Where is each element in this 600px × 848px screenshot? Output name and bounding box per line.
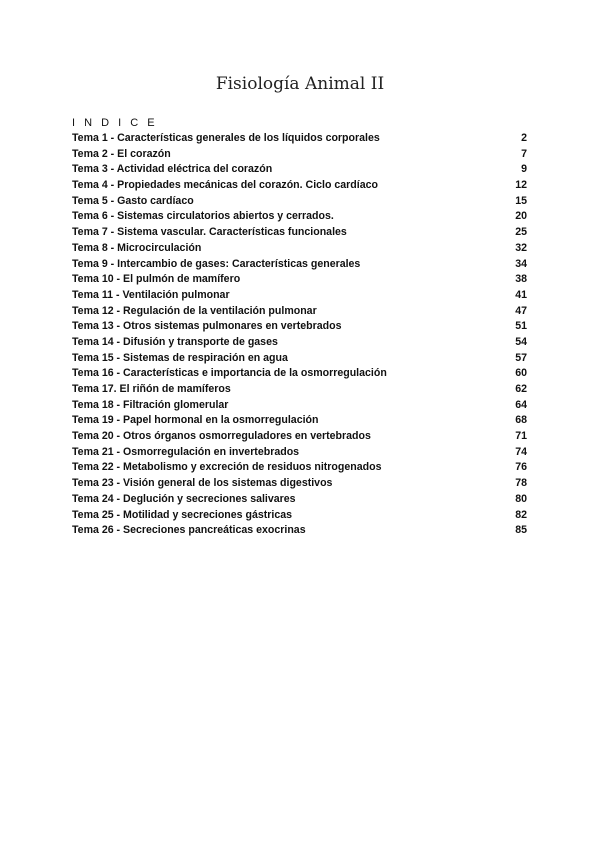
toc-entry-label: Tema 1 - Características generales de los líquidos corporales	[72, 132, 380, 144]
toc-entry	[72, 509, 527, 525]
toc-entry-page-number: 25	[515, 226, 527, 239]
toc-entry-page-number: 12	[515, 179, 527, 192]
toc-entry-label: Tema 12 - Regulación de la ventilación pulmonar	[72, 304, 317, 317]
toc-entry-label: Tema 9 - Intercambio de gases: Características generales	[72, 257, 361, 270]
toc-entry-label: Tema 23 - Visión general de los sistemas digestivos	[72, 477, 333, 490]
toc-entry-label: Tema 17. El riñón de mamíferos	[72, 383, 231, 395]
toc-entry-label: Tema 11 - Ventilación pulmonar	[72, 288, 230, 301]
toc-entry-page-number: 80	[515, 492, 527, 505]
toc-entry	[72, 242, 527, 258]
toc-entry-label: Tema 6 - Sistemas circulatorios abiertos y cerrados.	[72, 210, 334, 223]
toc-entry	[72, 477, 527, 493]
toc-entry	[72, 336, 527, 352]
toc-entry-label: Tema 8 - Microcirculación	[72, 241, 202, 254]
toc-entry-page-number: 64	[515, 398, 527, 411]
toc-entry-page-number: 62	[515, 383, 527, 395]
toc-entry	[72, 226, 527, 242]
toc-entry	[72, 414, 527, 430]
toc-entry	[72, 352, 527, 368]
toc-entry-page-number: 57	[515, 351, 527, 364]
toc-entry-label: Tema 2 - El corazón	[72, 147, 171, 160]
toc-entry-label: Tema 3 - Actividad eléctrica del corazón	[72, 163, 273, 176]
toc-entry-page-number: 9	[521, 163, 527, 176]
toc-entry-page-number: 20	[515, 210, 527, 223]
toc-entry	[72, 461, 527, 477]
toc-entry	[72, 210, 527, 226]
toc-entry-page-number: 76	[515, 461, 527, 474]
toc-entry-label: Tema 14 - Difusión y transporte de gases	[72, 335, 278, 348]
toc-entry-page-number: 38	[515, 273, 527, 286]
toc-entry-page-number: 41	[515, 288, 527, 301]
toc-entry-label: Tema 7 - Sistema vascular. Características funcionales	[72, 226, 347, 239]
toc-entry	[72, 273, 527, 289]
toc-entry-page-number: 32	[515, 241, 527, 254]
toc-entry-page-number: 51	[515, 320, 527, 333]
toc-entry-page-number: 60	[515, 367, 527, 380]
toc-entry-label: Tema 21 - Osmorregulación en invertebrados	[72, 445, 300, 458]
toc-entry-label: Tema 13 - Otros sistemas pulmonares en vertebrados	[72, 320, 342, 333]
toc-entry	[72, 446, 527, 462]
toc-entry-label: Tema 16 - Características e importancia de la osmorregulación	[72, 367, 387, 380]
toc-entry-label: Tema 24 - Deglución y secreciones salivares	[72, 492, 296, 505]
toc-entry	[72, 163, 527, 179]
toc-entry-page-number: 78	[515, 477, 527, 490]
toc-entry-page-number: 15	[515, 194, 527, 207]
toc-entry	[72, 289, 527, 305]
toc-entry	[72, 195, 527, 211]
toc-entry	[72, 320, 527, 336]
page-title: Fisiología Animal II	[215, 74, 385, 94]
toc-entry-page-number: 68	[515, 414, 527, 427]
toc-entry-label: Tema 25 - Motilidad y secreciones gástricas	[72, 508, 293, 521]
toc-entry	[72, 305, 527, 321]
toc-entry	[72, 524, 527, 540]
toc-entry	[72, 430, 527, 446]
toc-entry-page-number: 74	[515, 445, 527, 458]
toc-entry-page-number: 54	[515, 335, 527, 348]
toc-entry-label: Tema 20 - Otros órganos osmorreguladores en vertebrados	[72, 430, 371, 443]
toc-entry	[72, 148, 527, 164]
toc-entry	[72, 179, 527, 195]
toc-entry-page-number: 7	[521, 147, 527, 160]
toc-entry	[72, 383, 527, 399]
toc-entry-label: Tema 4 - Propiedades mecánicas del corazón. Ciclo cardíaco	[72, 179, 378, 192]
toc-entry	[72, 258, 527, 274]
toc-entry	[72, 399, 527, 415]
toc-entry-label: Tema 18 - Filtración glomerular	[72, 398, 229, 411]
toc-entry	[72, 493, 527, 509]
toc-entry-label: Tema 22 - Metabolismo y excreción de residuos nitrogenados	[72, 461, 382, 474]
toc-entry-label: Tema 26 - Secreciones pancreáticas exocrinas	[72, 524, 306, 537]
toc-entry-label: Tema 15 - Sistemas de respiración en agua	[72, 351, 288, 364]
toc-entry-page-number: 82	[515, 508, 527, 521]
toc-entry	[72, 132, 527, 148]
index-heading: I N D I C E	[72, 117, 158, 129]
toc-entry-page-number: 34	[515, 257, 527, 270]
toc-entry-page-number: 2	[521, 132, 527, 144]
toc-entry-page-number: 47	[515, 304, 527, 317]
toc-entry-page-number: 71	[515, 430, 527, 443]
toc-entry-label: Tema 5 - Gasto cardíaco	[72, 194, 194, 207]
toc-entry-label: Tema 19 - Papel hormonal en la osmorregulación	[72, 414, 319, 427]
toc-entry-label: Tema 10 - El pulmón de mamífero	[72, 273, 241, 286]
toc-entry-page-number: 85	[515, 524, 527, 537]
table-of-contents	[72, 132, 527, 540]
toc-entry	[72, 367, 527, 383]
